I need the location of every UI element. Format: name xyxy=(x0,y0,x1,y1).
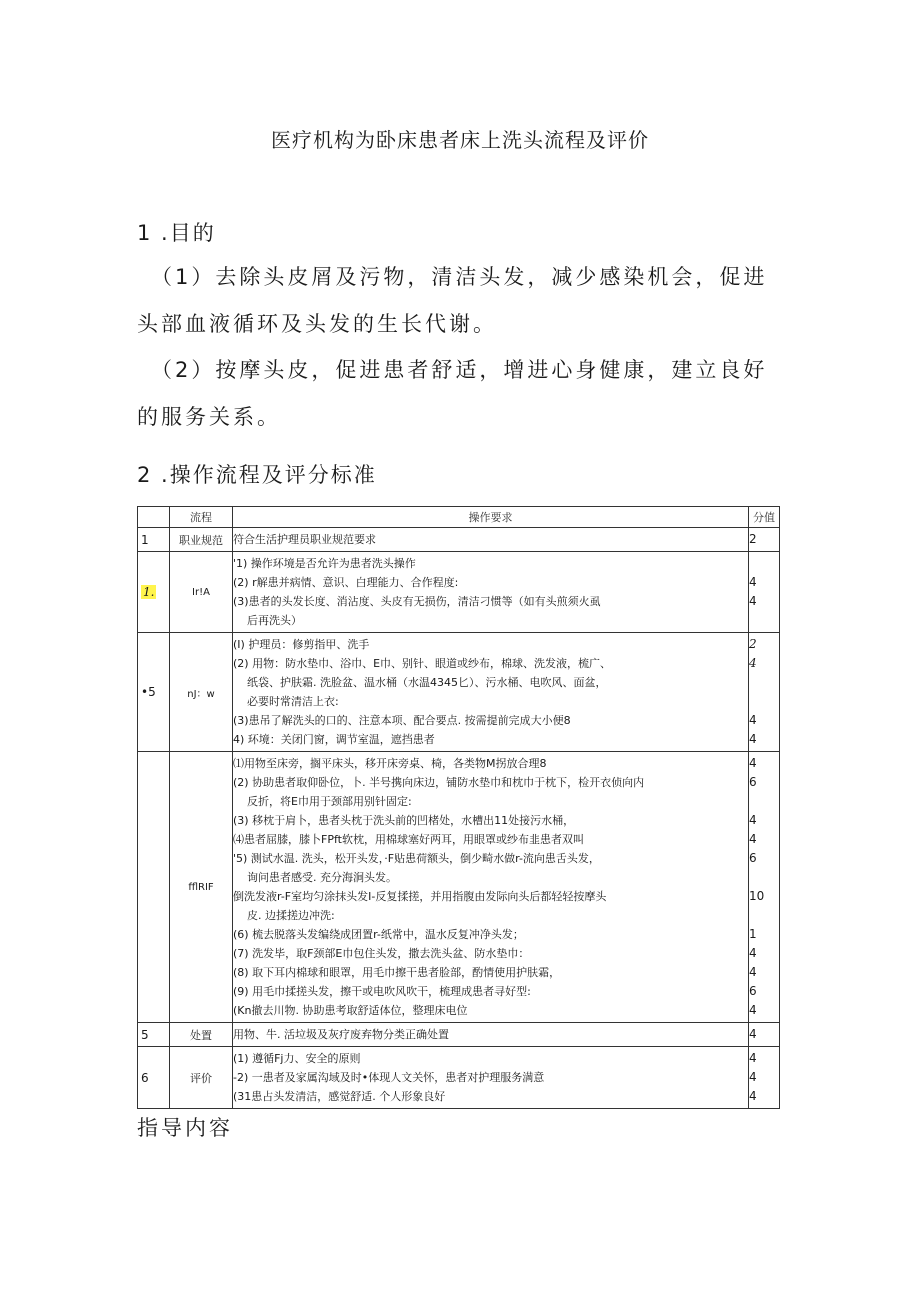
score-value: 4 xyxy=(749,1003,757,1017)
score-value: 4 xyxy=(749,732,757,746)
row-scores xyxy=(749,552,780,633)
score-value: 4 xyxy=(749,713,757,727)
section-heading-purpose: 1 .目的 xyxy=(137,221,216,245)
table-row xyxy=(138,1047,780,1109)
guidance-heading: 指导内容 xyxy=(137,1116,233,1140)
requirement-line: (31患占头发清洁，感觉舒适. 个人形象良好 xyxy=(233,1090,446,1103)
score-value: 4 xyxy=(749,965,757,979)
requirement-line: (9) 用毛巾揉搓头发，擦干或电吹风吹干，梳理成患者寻好型: xyxy=(233,985,531,998)
score-value: 6 xyxy=(749,851,757,865)
row-requirements xyxy=(233,552,749,633)
row-scores xyxy=(749,633,780,752)
requirement-line: 用物、牛. 活垃圾及灰疗废弃物分类正确处置 xyxy=(233,1028,449,1041)
table-row xyxy=(138,752,780,1023)
row-process: fflRIF xyxy=(170,752,233,1023)
purpose-paragraph-1 xyxy=(137,254,777,348)
purpose-paragraph-1-text: （1）去除头皮屑及污物，清洁头发，减少感染机会，促进头部血液循环及头发的生长代谢。 xyxy=(137,265,768,336)
row-number-text: 6 xyxy=(141,1070,149,1085)
table-header-row xyxy=(138,507,780,528)
row-number xyxy=(138,633,170,752)
scoring-table xyxy=(137,506,780,1109)
score-value: 4 xyxy=(749,1027,757,1041)
row-requirements xyxy=(233,1023,749,1047)
score-value: 4 xyxy=(749,656,757,670)
row-requirements xyxy=(233,633,749,752)
row-number xyxy=(138,1047,170,1109)
score-value: 6 xyxy=(749,984,757,998)
score-value: 4 xyxy=(749,594,757,608)
row-requirements xyxy=(233,528,749,552)
row-process: nJ：w xyxy=(170,633,233,752)
header-requirement: 操作要求 xyxy=(233,507,749,528)
requirement-line: ⑷患者屈膝，膝卜FPft软枕，用棉球塞好两耳，用眼罩或纱布韭患者双叫 xyxy=(233,833,584,846)
score-value: 6 xyxy=(749,775,757,789)
score-value xyxy=(749,692,779,711)
row-number-text: 1. xyxy=(143,585,155,599)
requirement-line: 皮. 边揉搓边冲洗: xyxy=(247,909,335,922)
row-scores xyxy=(749,1047,780,1109)
score-value xyxy=(749,792,779,811)
requirement-line: 后再洗头） xyxy=(247,614,302,627)
row-process: 职业规范 xyxy=(170,528,233,552)
score-value: 4 xyxy=(749,575,757,589)
requirement-line: (I) 护理员：修剪指甲、洗手 xyxy=(233,638,370,651)
requirement-line: (3)患者的头发长度、消沾度、头皮有无损伤，清洁刁惯等（如有头煎须火虱 xyxy=(233,595,601,608)
requirement-line: '1) 操作环境是否允许为患者洗头操作 xyxy=(233,557,416,570)
requirement-line: 倒洗发液r-F室均匀涂抹头发I-反复揉搓，并用指腹由发际向头后都轻轻按摩头 xyxy=(233,890,607,903)
row-requirements xyxy=(233,1047,749,1109)
section-heading-procedure: 2 .操作流程及评分标准 xyxy=(137,463,377,487)
score-value: 4 xyxy=(749,813,757,827)
score-value: 4 xyxy=(749,756,757,770)
row-number-text: 5 xyxy=(141,1027,149,1042)
purpose-paragraph-2 xyxy=(137,347,777,441)
requirement-line: ⑴用物至床旁，搁平床头，移开床旁桌、椅，各类物M拐放合理8 xyxy=(233,757,547,770)
score-value xyxy=(749,673,779,692)
requirement-line: 反折，将E巾用于颈部用别针固定: xyxy=(247,795,412,808)
score-value xyxy=(749,554,779,573)
score-value xyxy=(749,868,779,887)
row-process: 评价 xyxy=(170,1047,233,1109)
score-value: 4 xyxy=(749,1051,757,1065)
requirement-line: (Kn撤去川物. 协助患考取舒适体位，整理床电位 xyxy=(233,1004,468,1017)
row-number xyxy=(138,552,170,633)
row-requirements xyxy=(233,752,749,1023)
header-no xyxy=(138,507,170,528)
requirement-line: 4) 环境：关闭门窗，调节室温，遮挡患者 xyxy=(233,733,435,746)
requirement-line: -2) 一患者及家属沟域及时•体现人文关怀，患者对护理服务满意 xyxy=(233,1071,545,1084)
requirement-line: '5) 测试水温. 洗头，松开头发，·F贴患荷额头，倒少畸水做r-流向患舌头发， xyxy=(233,852,600,865)
requirement-line: 符合生活护理员职业规范要求 xyxy=(233,533,376,546)
purpose-paragraph-2-text: （2）按摩头皮，促进患者舒适，增进心身健康，建立良好的服务关系。 xyxy=(137,358,768,429)
requirement-line: (3) 移枕于肩卜，患者头枕于洗头前的凹楮处，水槽出11处接污水桶， xyxy=(233,814,575,827)
row-number-text: •5 xyxy=(141,685,156,699)
score-value: 4 xyxy=(749,1089,757,1103)
score-value: 10 xyxy=(749,889,765,903)
score-value xyxy=(749,906,779,925)
row-process: Ir!A xyxy=(170,552,233,633)
table-row xyxy=(138,1023,780,1047)
score-value: 1 xyxy=(749,927,757,941)
row-number xyxy=(138,528,170,552)
document-title: 医疗机构为卧床患者床上洗头流程及评价 xyxy=(271,128,649,152)
requirement-line: 询问患者感受. 充分海涧头发。 xyxy=(247,871,397,884)
requirement-line: (2) 用物：防水垫巾、浴巾、E巾、别针、眼道或纱布，棉球、洗发液，梳广、 xyxy=(233,657,612,670)
requirement-line: (2) 协助患者取仰卧位，卜. 半号携向床边，铺防水垫巾和枕巾于枕下，检开衣侦向内 xyxy=(233,776,645,789)
requirement-line: (1) 遵循Fj力、安全的原则 xyxy=(233,1052,361,1065)
table-row xyxy=(138,552,780,633)
header-score: 分值 xyxy=(749,507,780,528)
requirement-line: (7) 洗发毕，取F颈部E巾包住头发，撒去洗头盆、防水垫巾： xyxy=(233,947,530,960)
score-value: 4 xyxy=(749,832,757,846)
row-number-text: 1 xyxy=(141,532,149,547)
row-number xyxy=(138,752,170,1023)
table-row xyxy=(138,633,780,752)
requirement-line: 必要时常清洁上衣: xyxy=(247,695,339,708)
row-scores xyxy=(749,752,780,1023)
score-value: 2 xyxy=(749,637,757,651)
row-scores xyxy=(749,1023,780,1047)
row-process: 处置 xyxy=(170,1023,233,1047)
requirement-line: (8) 取下耳内棉球和眼罩，用毛巾擦干患者脸部，酌情使用护肤霜， xyxy=(233,966,561,979)
requirement-line: 纸袋、护肤霜. 洗脸盆、温水桶（水温4345匕）、污水桶、电吹风、面盆， xyxy=(247,676,607,689)
requirement-line: (6) 梳去脱落头发编绕成团置r-纸常中，温水反复冲净头发； xyxy=(233,928,524,941)
header-process: 流程 xyxy=(170,507,233,528)
requirement-line: (3)患吊了解洗头的口的、注意本项、配合要点. 按需提前完成大小便8 xyxy=(233,714,571,727)
row-number xyxy=(138,1023,170,1047)
score-value: 2 xyxy=(749,532,757,546)
row-scores xyxy=(749,528,780,552)
score-value xyxy=(749,611,779,630)
score-value: 4 xyxy=(749,946,757,960)
table-row xyxy=(138,528,780,552)
score-value: 4 xyxy=(749,1070,757,1084)
requirement-line: (2) r解患并病情、意识、白理能力、合作程度: xyxy=(233,576,459,589)
